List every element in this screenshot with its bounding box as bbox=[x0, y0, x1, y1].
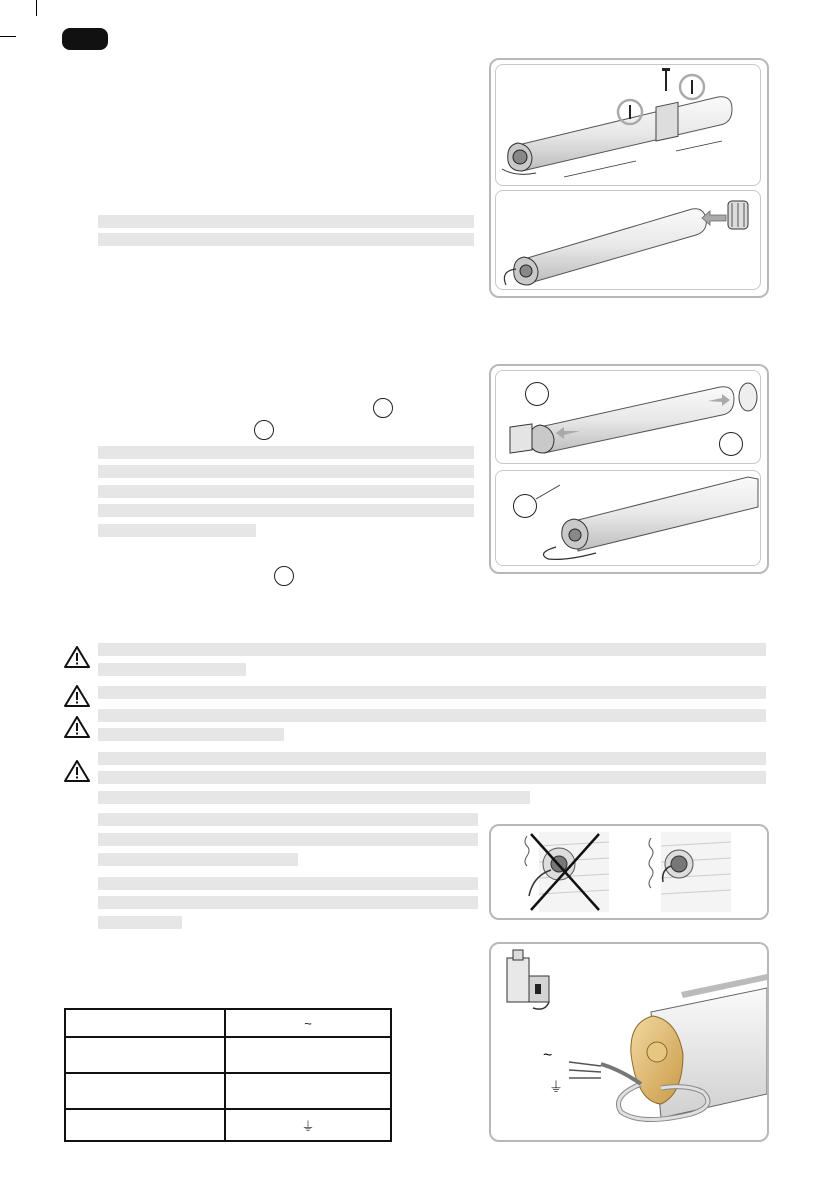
text-line bbox=[98, 813, 478, 826]
motor-tube-illustration bbox=[496, 65, 760, 185]
warning-icon bbox=[64, 646, 90, 668]
text-line bbox=[98, 752, 766, 765]
figure-motor-tube-fixing bbox=[495, 64, 761, 186]
wire-label bbox=[65, 1037, 225, 1073]
text-line bbox=[98, 896, 478, 909]
callout-circle bbox=[254, 420, 274, 440]
callout-circle bbox=[274, 566, 294, 586]
screw-icon bbox=[662, 68, 670, 91]
text-line bbox=[98, 853, 298, 866]
table-row bbox=[65, 1009, 391, 1037]
text-line bbox=[98, 771, 766, 784]
wire-label bbox=[65, 1109, 225, 1141]
phase-symbol: ~ bbox=[543, 1047, 553, 1064]
table-row bbox=[65, 1037, 391, 1073]
warning-icon bbox=[64, 716, 90, 738]
text-line bbox=[98, 215, 474, 228]
wire-value bbox=[225, 1073, 391, 1109]
earth-symbol: ⏚ bbox=[549, 1080, 563, 1096]
text-line bbox=[98, 728, 284, 741]
warning-icon bbox=[64, 685, 90, 707]
text-line bbox=[98, 485, 474, 498]
figure-motor-fixing bbox=[489, 58, 769, 298]
wire-label bbox=[65, 1073, 225, 1109]
text-line bbox=[98, 791, 530, 804]
text-line bbox=[98, 446, 474, 459]
wiring-illustration bbox=[491, 944, 767, 1140]
text-line bbox=[98, 877, 478, 890]
breaker-icon bbox=[507, 950, 549, 1009]
text-line bbox=[98, 465, 474, 478]
table-row bbox=[65, 1109, 391, 1141]
language-badge bbox=[62, 28, 108, 50]
wiring-table bbox=[64, 1008, 392, 1142]
figure-tube-installed bbox=[495, 470, 761, 566]
crop-mark bbox=[0, 20, 16, 37]
wire-label bbox=[65, 1009, 225, 1037]
text-line bbox=[98, 643, 766, 656]
table-row bbox=[65, 1073, 391, 1109]
wire-value: ⏚ bbox=[225, 1109, 391, 1141]
figure-wiring bbox=[489, 942, 769, 1142]
figure-cable-routing bbox=[489, 824, 769, 920]
text-line bbox=[98, 504, 474, 517]
tube-installed-illustration bbox=[496, 471, 760, 565]
figure-cable-wrong bbox=[525, 832, 609, 912]
warning-icon bbox=[64, 760, 90, 782]
text-line bbox=[98, 709, 766, 722]
text-line bbox=[98, 524, 256, 537]
cable-routing-illustration bbox=[491, 826, 767, 918]
wire-value bbox=[225, 1037, 391, 1073]
text-line bbox=[98, 916, 182, 929]
callout-circle bbox=[719, 432, 743, 456]
text-line bbox=[98, 233, 474, 246]
text-line bbox=[98, 686, 766, 699]
callout-circle bbox=[513, 494, 537, 518]
wire-value: ~ bbox=[225, 1009, 391, 1037]
figure-cable-correct bbox=[649, 832, 731, 912]
callout-circle bbox=[373, 398, 393, 418]
text-line bbox=[98, 663, 246, 676]
crop-mark bbox=[20, 0, 37, 16]
figure-adapter-fitting bbox=[495, 190, 761, 290]
adapter-illustration bbox=[496, 191, 760, 289]
figure-tube-insertion bbox=[489, 364, 769, 574]
callout-circle bbox=[525, 382, 549, 406]
text-line bbox=[98, 833, 478, 846]
